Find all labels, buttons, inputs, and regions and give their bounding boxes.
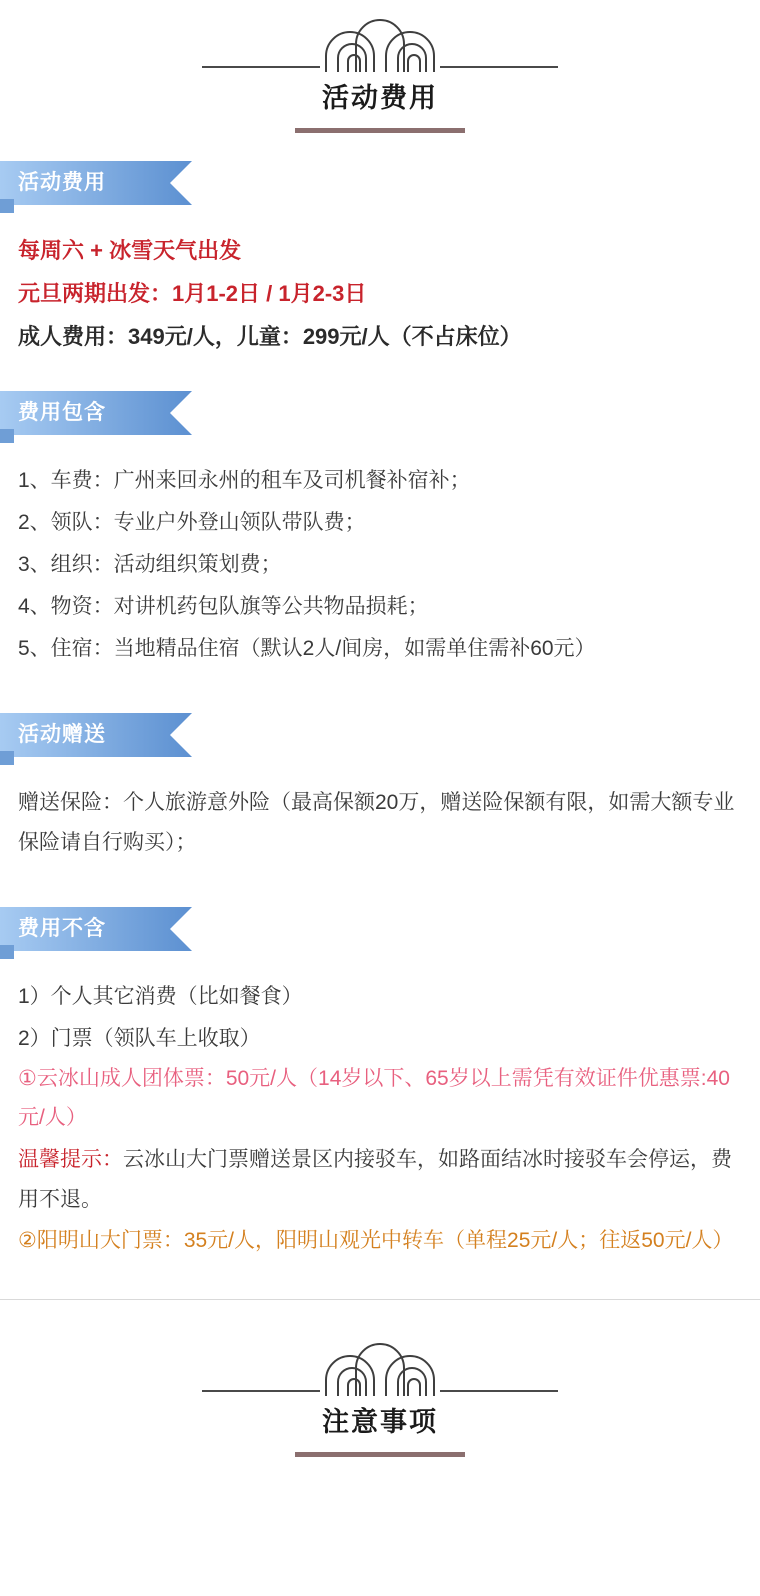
page-title-block: [0, 0, 760, 139]
include-item-4: 4、物资：对讲机药包队旗等公共物品损耗；: [18, 595, 429, 619]
spacer: [0, 1273, 760, 1299]
ornament-line-left: [202, 1390, 320, 1392]
ornament-line-left: [202, 66, 320, 68]
cost-line-price: 成人费用：349元/人，儿童：299元/人（不占床位）: [18, 323, 522, 349]
warm-tip: [18, 1140, 742, 1220]
warm-tip-text: 云冰山大门票赠送景区内接驳车，如路面结冰时接驳车会停运，费用不退。: [18, 1148, 732, 1212]
ribbon-label: 费用不含: [18, 916, 106, 940]
ticket-yangmingshan: ②阳明山大门票：35元/人，阳明山观光中转车（单程25元/人；往返50元/人）: [18, 1228, 734, 1252]
footer-title-block: [0, 1324, 760, 1463]
cost-includes-content: [0, 447, 760, 680]
activity-gift-content: [0, 769, 760, 875]
footer-ornament: [0, 1338, 760, 1400]
title-ornament: [0, 14, 760, 76]
exclude-item-1: 1）个人其它消费（比如餐食）: [18, 984, 303, 1008]
ribbon-label: 费用包含: [18, 401, 106, 425]
activity-cost-content: [0, 217, 760, 369]
cost-line-departure: 每周六 + 冰雪天气出发: [18, 238, 242, 264]
title-underline: [295, 128, 465, 133]
footer-title: 注意事项: [322, 1406, 438, 1437]
ticket-yunbingshan: ①云冰山成人团体票：50元/人（14岁以下、65岁以上需凭有效证件优惠票:40元/人）: [18, 1067, 730, 1130]
exclude-item-2: 2）门票（领队车上收取）: [18, 1026, 261, 1050]
ornament-line-right: [440, 66, 558, 68]
ribbon-cost-includes: [0, 391, 760, 443]
ribbon-label: 活动费用: [18, 171, 106, 195]
include-item-3: 3、组织：活动组织策划费；: [18, 553, 282, 577]
ribbon-activity-cost: [0, 161, 760, 213]
include-item-2: 2、领队：专业户外登山领队带队费；: [18, 511, 366, 535]
warm-tip-label: 温馨提示：: [18, 1148, 123, 1172]
cloud-arcs-icon: [320, 16, 440, 74]
spacer: [0, 681, 760, 691]
page-title: 活动费用: [322, 83, 438, 113]
ribbon-label: 活动赠送: [18, 722, 106, 746]
cost-excludes-content: [0, 963, 760, 1273]
cloud-arcs-icon: [320, 1340, 440, 1398]
include-item-1: 1、车费：广州来回永州的租车及司机餐补宿补；: [18, 469, 471, 493]
section-divider: [0, 1299, 760, 1300]
gift-item-1: 赠送保险：个人旅游意外险（最高保额20万，赠送险保额有限，如需大额专业保险请自行购买）；: [18, 790, 735, 854]
ornament-line-right: [440, 1390, 558, 1392]
include-item-5: 5、住宿：当地精品住宿（默认2人/间房，如需单住需补60元）: [18, 637, 596, 661]
ribbon-cost-excludes: [0, 907, 760, 959]
spacer: [0, 875, 760, 885]
footer-underline: [295, 1452, 465, 1457]
cost-line-newyear: 元旦两期出发：1月1-2日 / 1月2-3日: [18, 281, 367, 307]
ribbon-activity-gift: [0, 713, 760, 765]
